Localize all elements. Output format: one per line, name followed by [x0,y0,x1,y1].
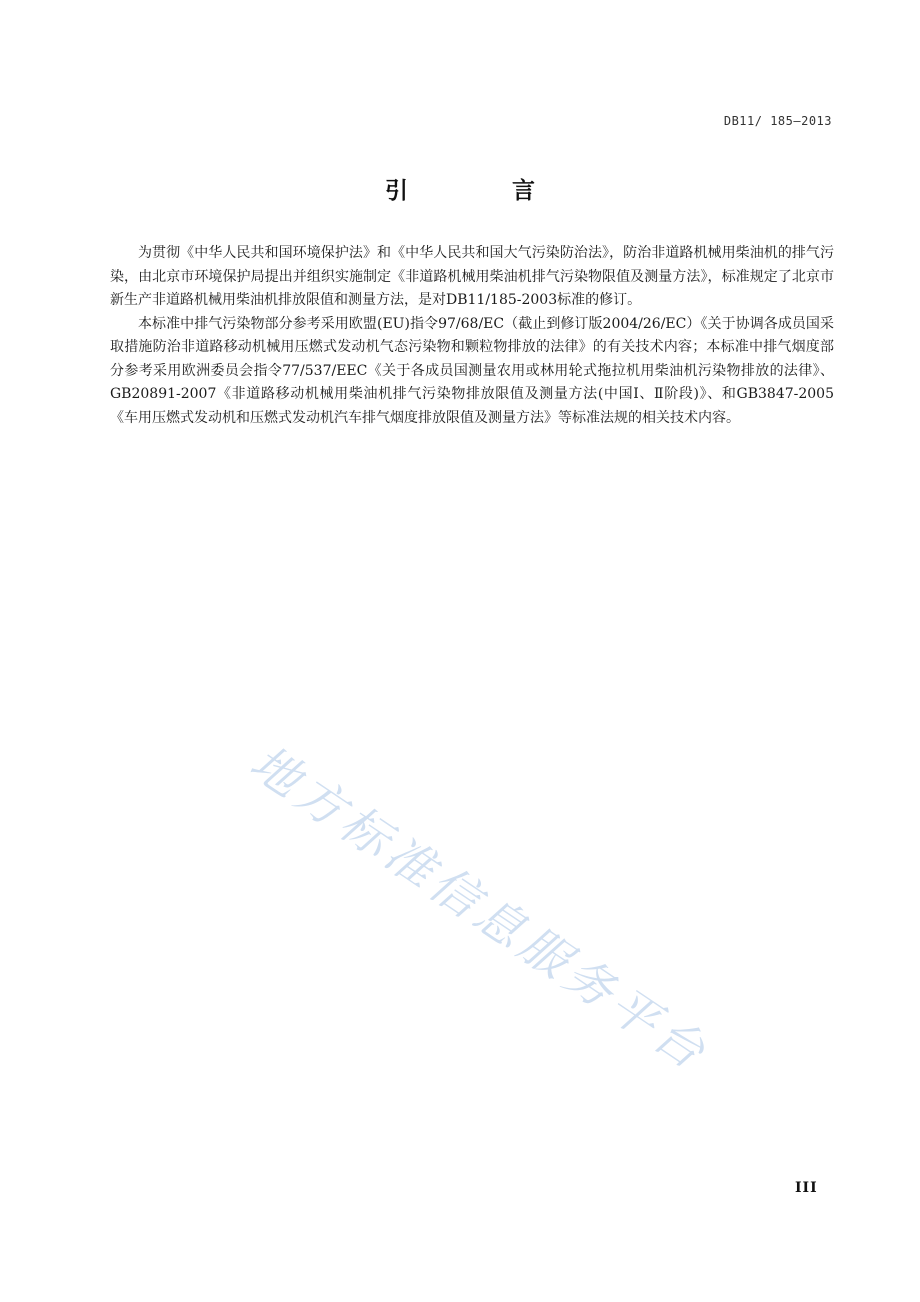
page-number: III [795,1180,818,1196]
section-title: 引 言 [384,178,583,204]
paragraph-1: 为贯彻《中华人民共和国环境保护法》和《中华人民共和国大气污染防治法》，防治非道路机械用柴油机的排气污染，由北京市环境保护局提出并组织实施制定《非道路机械用柴油机排气污染物限值及测量方法》，标准规定了北京市新生产非道路机械用柴油机排放限值和测量方法，是对DB11/185-2003标准的修订。 [110,245,834,308]
paragraph-2: 本标准中排气污染物部分参考采用欧盟(EU)指令97/68/EC（截止到修订版2004/26/EC）《关于协调各成员国采取措施防治非道路移动机械用压燃式发动机气态污染物和颗粒物排放的法律》的有关技术内容；本标准中排气烟度部分参考采用欧洲委员会指令77/537/EEC《关于各成员国测量农用或林用轮式拖拉机用柴油机污染物排放的法律》、GB20891-2007《非道路移动机械用柴油机排气污染物排放限值及测量方法(中国Ⅰ、Ⅱ阶段)》、和GB3847-2005《车用压燃式发动机和压燃式发动机汽车排气烟度排放限值及测量方法》等标准法规的相关技术内容。 [110,315,834,426]
standard-code: DB11/ 185—2013 [723,114,832,128]
watermark: 地方标准信息服务平台 [239,734,719,1083]
body-text [110,242,834,430]
